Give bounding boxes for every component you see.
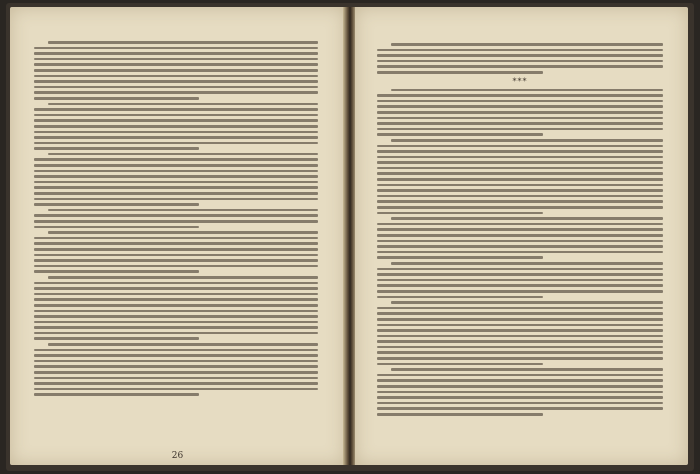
text-line bbox=[377, 284, 663, 287]
text-line bbox=[377, 391, 663, 394]
text-line bbox=[377, 268, 663, 271]
text-line bbox=[34, 164, 318, 167]
text-line bbox=[377, 296, 543, 299]
text-line bbox=[377, 195, 663, 198]
text-line bbox=[34, 192, 318, 195]
text-line bbox=[377, 200, 663, 203]
text-line bbox=[34, 326, 318, 329]
left-page-text bbox=[34, 41, 318, 399]
text-line bbox=[377, 54, 663, 57]
text-line bbox=[34, 136, 318, 139]
text-line bbox=[34, 259, 318, 262]
text-line bbox=[34, 47, 318, 50]
text-line bbox=[377, 396, 663, 399]
text-line bbox=[377, 329, 663, 332]
text-line bbox=[377, 172, 663, 175]
text-line bbox=[377, 145, 663, 148]
text-line bbox=[34, 147, 199, 150]
text-line bbox=[48, 41, 318, 44]
text-line bbox=[377, 184, 663, 187]
text-line bbox=[34, 69, 318, 72]
text-line bbox=[377, 122, 663, 125]
text-line bbox=[34, 142, 318, 145]
text-line bbox=[377, 240, 663, 243]
text-line bbox=[377, 49, 663, 52]
text-line bbox=[377, 234, 663, 237]
text-line bbox=[34, 382, 318, 385]
text-line bbox=[34, 315, 318, 318]
right-page-text bbox=[377, 43, 663, 419]
text-line bbox=[377, 256, 543, 259]
text-line bbox=[34, 119, 318, 122]
text-line bbox=[377, 273, 663, 276]
text-line bbox=[377, 357, 663, 360]
text-line bbox=[34, 108, 318, 111]
text-line bbox=[34, 175, 318, 178]
text-line bbox=[34, 63, 318, 66]
page-number: 26 bbox=[171, 451, 184, 461]
left-page bbox=[10, 7, 345, 465]
text-line bbox=[377, 156, 663, 159]
text-line bbox=[48, 103, 318, 106]
text-line bbox=[377, 318, 663, 321]
text-line bbox=[34, 265, 318, 268]
text-line bbox=[391, 43, 663, 46]
text-line bbox=[34, 158, 318, 161]
text-line bbox=[34, 298, 318, 301]
text-line bbox=[377, 100, 663, 103]
text-line bbox=[34, 248, 318, 251]
text-line bbox=[377, 189, 663, 192]
text-line bbox=[34, 52, 318, 55]
text-line bbox=[377, 65, 663, 68]
text-line bbox=[34, 360, 318, 363]
text-line bbox=[377, 351, 663, 354]
text-line bbox=[377, 105, 663, 108]
section-break: *** bbox=[512, 76, 528, 86]
text-line bbox=[34, 203, 199, 206]
text-line bbox=[377, 379, 663, 382]
text-line bbox=[391, 89, 663, 92]
text-line bbox=[377, 363, 543, 366]
text-line bbox=[377, 161, 663, 164]
text-line bbox=[34, 198, 318, 201]
text-line bbox=[34, 97, 199, 100]
text-line bbox=[34, 310, 318, 313]
text-line bbox=[377, 374, 663, 377]
text-line bbox=[377, 60, 663, 63]
text-line bbox=[377, 167, 663, 170]
text-line bbox=[34, 282, 318, 285]
text-line bbox=[391, 301, 663, 304]
text-line bbox=[377, 94, 663, 97]
text-line bbox=[34, 226, 199, 229]
text-line bbox=[34, 58, 318, 61]
text-line bbox=[377, 402, 663, 405]
text-line bbox=[34, 181, 318, 184]
text-line bbox=[48, 343, 318, 346]
text-line bbox=[34, 220, 318, 223]
text-line bbox=[34, 91, 318, 94]
text-line bbox=[34, 125, 318, 128]
text-line bbox=[48, 231, 318, 234]
text-line bbox=[34, 214, 318, 217]
text-line bbox=[34, 270, 199, 273]
text-line bbox=[377, 128, 663, 131]
text-line bbox=[391, 217, 663, 220]
text-line bbox=[377, 212, 543, 215]
text-line bbox=[34, 86, 318, 89]
open-book bbox=[6, 3, 694, 471]
text-line bbox=[377, 335, 663, 338]
text-line bbox=[377, 324, 663, 327]
text-line bbox=[34, 388, 318, 391]
text-line bbox=[48, 153, 318, 156]
text-line bbox=[377, 346, 663, 349]
text-line bbox=[34, 131, 318, 134]
text-line bbox=[34, 371, 318, 374]
text-line bbox=[34, 170, 318, 173]
text-line bbox=[391, 139, 663, 142]
text-line bbox=[34, 365, 318, 368]
text-line bbox=[377, 178, 663, 181]
right-page bbox=[355, 7, 688, 465]
text-line bbox=[34, 354, 318, 357]
text-line bbox=[377, 279, 663, 282]
text-line bbox=[34, 75, 318, 78]
text-line bbox=[34, 237, 318, 240]
text-line bbox=[34, 287, 318, 290]
text-line bbox=[34, 242, 318, 245]
text-line bbox=[377, 111, 663, 114]
text-line bbox=[34, 254, 318, 257]
text-line bbox=[34, 377, 318, 380]
text-line bbox=[34, 80, 318, 83]
text-line bbox=[391, 262, 663, 265]
text-line bbox=[34, 114, 318, 117]
text-line bbox=[377, 228, 663, 231]
text-line bbox=[34, 337, 199, 340]
text-line bbox=[391, 368, 663, 371]
text-line bbox=[34, 321, 318, 324]
text-line bbox=[377, 223, 663, 226]
text-line bbox=[34, 304, 318, 307]
text-line bbox=[377, 385, 663, 388]
text-line bbox=[48, 209, 318, 212]
text-line bbox=[34, 393, 199, 396]
text-line bbox=[377, 312, 663, 315]
text-line bbox=[377, 413, 543, 416]
text-line bbox=[377, 251, 663, 254]
text-line bbox=[34, 332, 318, 335]
text-line bbox=[377, 407, 663, 410]
text-line bbox=[377, 307, 663, 310]
text-line bbox=[34, 186, 318, 189]
text-line bbox=[48, 276, 318, 279]
text-line bbox=[377, 71, 543, 74]
text-line bbox=[377, 290, 663, 293]
text-line bbox=[377, 206, 663, 209]
text-line bbox=[377, 245, 663, 248]
text-line bbox=[34, 293, 318, 296]
text-line bbox=[34, 349, 318, 352]
text-line bbox=[377, 117, 663, 120]
text-line bbox=[377, 340, 663, 343]
text-line bbox=[377, 150, 663, 153]
text-line bbox=[377, 133, 543, 136]
